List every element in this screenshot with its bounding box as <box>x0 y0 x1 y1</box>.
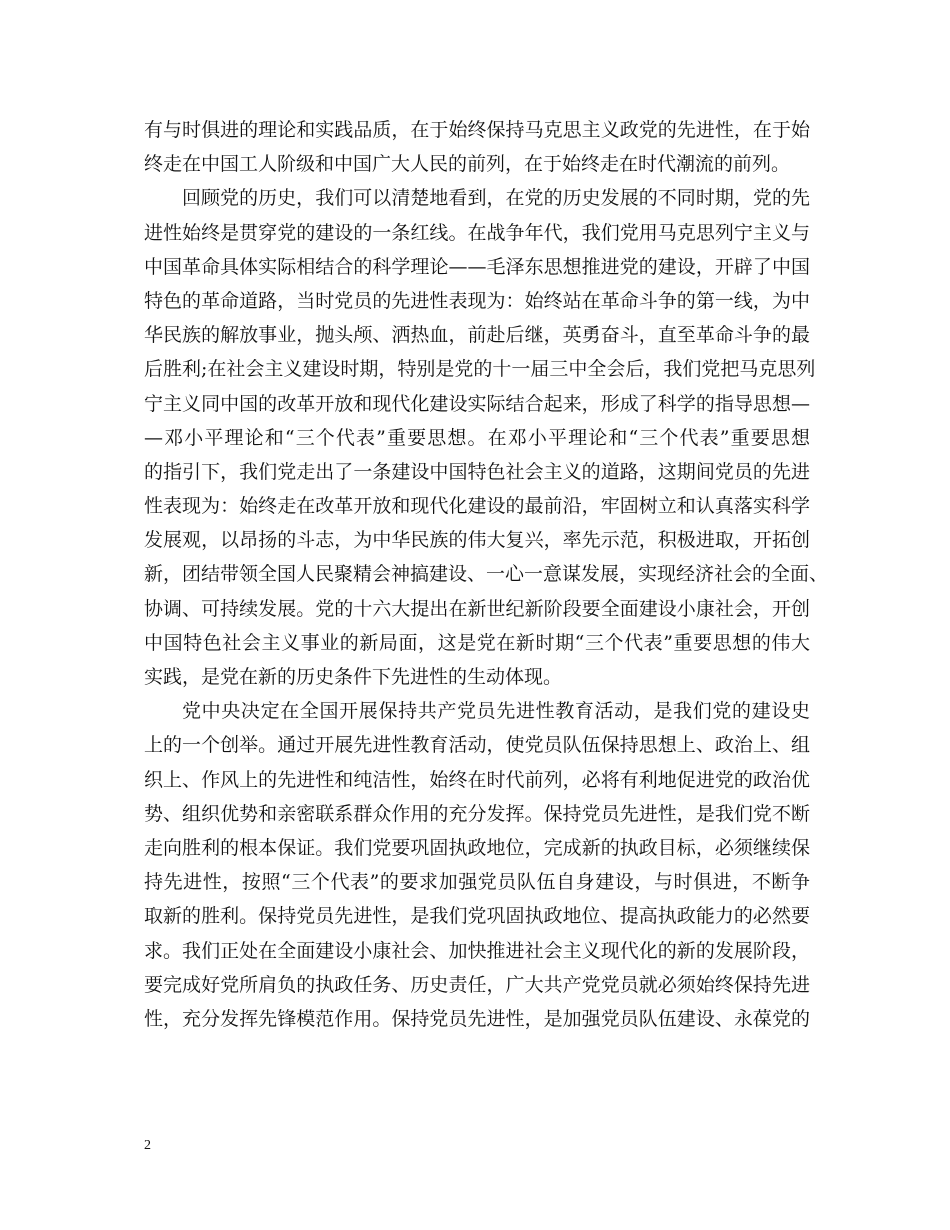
text-line: 势、组织优势和亲密联系群众作用的充分发挥。保持党员先进性，是我们党不断 <box>144 802 810 825</box>
text-line: 有与时俱进的理论和实践品质，在于始终保持马克思主义政党的先进性，在于始 <box>144 119 810 141</box>
text-line: 要完成好党所肩负的执政任务、历史责任，广大共产党党员就必须始终保持先进 <box>144 973 810 996</box>
paragraph-first-line: 回顾党的历史，我们可以清楚地看到，在党的历史发展的不同时期，党的先 <box>182 187 810 210</box>
text-line: 性表现为：始终走在改革开放和现代化建设的最前沿，牢固树立和认真落实科学 <box>144 495 810 518</box>
text-line: 宁主义同中国的改革开放和现代化建设实际结合起来，形成了科学的指导思想— <box>144 392 810 415</box>
text-line: 新，团结带领全国人民聚精会神搞建设、一心一意谋发展，实现经济社会的全面、 <box>144 563 829 586</box>
paragraph-first-line: 党中央决定在全国开展保持共产党员先进性教育活动，是我们党的建设史 <box>182 700 810 723</box>
text-line: 持先进性，按照“三个代表”的要求加强党员队伍自身建设，与时俱进，不断争 <box>144 871 810 894</box>
text-line: 特色的革命道路，当时党员的先进性表现为：始终站在革命斗争的第一线，为中 <box>144 289 810 312</box>
text-line: 上的一个创举。通过开展先进性教育活动，使党员队伍保持思想上、政治上、组 <box>144 734 810 757</box>
text-line: 中国特色社会主义事业的新局面，这是党在新时期“三个代表”重要思想的伟大 <box>144 631 810 654</box>
text-line: 实践，是党在新的历史条件下先进性的生动体现。 <box>144 666 563 688</box>
text-line: 发展观，以昂扬的斗志，为中华民族的伟大复兴，率先示范，积极进取，开拓创 <box>144 529 810 552</box>
text-line: 华民族的解放事业，抛头颅、洒热血，前赴后继，英勇奋斗，直至革命斗争的最 <box>144 324 810 347</box>
text-line: 中国革命具体实际相结合的科学理论——毛泽东思想推进党的建设，开辟了中国 <box>144 255 810 278</box>
page-number: 2 <box>144 1138 151 1153</box>
text-line: 性，充分发挥先锋模范作用。保持党员先进性，是加强党员队伍建设、永葆党的 <box>144 1007 810 1030</box>
document-body <box>144 113 829 1036</box>
text-line: 走向胜利的根本保证。我们党要巩固执政地位，完成新的执政目标，必须继续保 <box>144 836 810 859</box>
text-line: 进性始终是贯穿党的建设的一条红线。在战争年代，我们党用马克思列宁主义与 <box>144 221 810 244</box>
text-line: 协调、可持续发展。党的十六大提出在新世纪新阶段要全面建设小康社会，开创 <box>144 597 810 620</box>
text-line: 取新的胜利。保持党员先进性，是我们党巩固执政地位、提高执政能力的必然要 <box>144 905 810 928</box>
text-line: 终走在中国工人阶级和中国广大人民的前列，在于始终走在时代潮流的前列。 <box>144 153 791 176</box>
text-line: 的指引下，我们党走出了一条建设中国特色社会主义的道路，这期间党员的先进 <box>144 460 810 483</box>
text-line: 求。我们正处在全面建设小康社会、加快推进社会主义现代化的新的发展阶段， <box>144 939 810 962</box>
text-line: —邓小平理论和“三个代表”重要思想。在邓小平理论和“三个代表”重要思想 <box>144 426 810 449</box>
text-line: 织上、作风上的先进性和纯洁性，始终在时代前列，必将有利地促进党的政治优 <box>144 768 810 791</box>
text-line: 后胜利;在社会主义建设时期，特别是党的十一届三中全会后，我们党把马克思列 <box>144 358 816 381</box>
